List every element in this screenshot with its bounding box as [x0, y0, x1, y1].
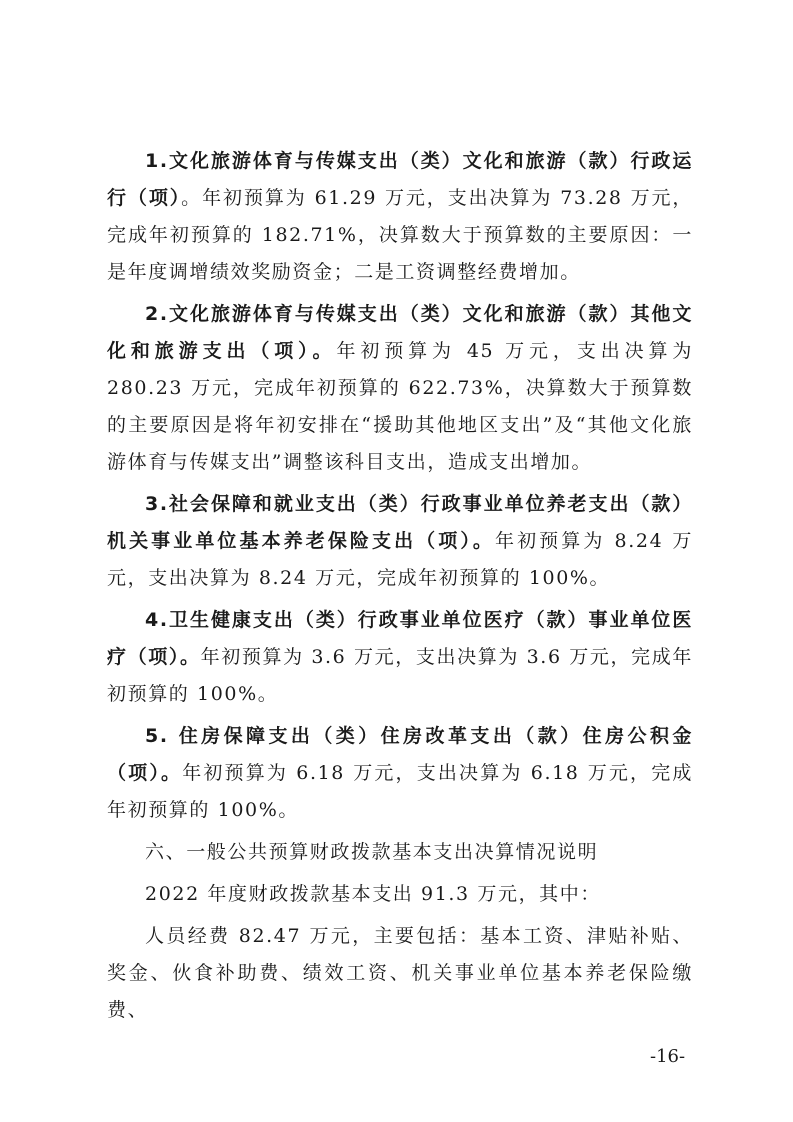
item-title: 4.卫生健康支出（类）行政事业单位医疗（款）事业单位医疗（项）。 — [107, 609, 693, 668]
item-title: 3.社会保障和就业支出（类）行政事业单位养老支出（款）机关事业单位基本养老保险支出（项）。 — [107, 493, 693, 552]
paragraph-item-2 — [107, 296, 693, 481]
item-title: 2.文化旅游体育与传媒支出（类）文化和旅游（款）其他文化和旅游支出（项）。 — [107, 303, 693, 362]
page-number: -16- — [650, 1046, 686, 1067]
item-text: 年初预算为 8.24 万元，支出决算为 8.24 万元，完成年初预算的 100%。 — [107, 530, 693, 589]
paragraph-item-4 — [107, 602, 693, 713]
item-title: 5. 住房保障支出（类）住房改革支出（款）住房公积金（项）。 — [107, 725, 693, 784]
item-title: 1.文化旅游体育与传媒支出（类）文化和旅游（款）行政运行（项） — [107, 150, 693, 209]
paragraph-item-3 — [107, 486, 693, 597]
body-text — [107, 143, 693, 1034]
summary-paragraph: 2022 年度财政拨款基本支出 91.3 万元，其中： — [145, 883, 601, 905]
paragraph-item-1 — [107, 143, 693, 291]
paragraph-item-5 — [107, 718, 693, 829]
personnel-paragraph: 人员经费 82.47 万元，主要包括：基本工资、津贴补贴、奖金、伙食补助费、绩效工资、机关事业单位基本养老保险缴费、 — [107, 925, 693, 1021]
section-heading: 六、一般公共预算财政拨款基本支出决算情况说明 — [145, 841, 599, 863]
item-text: 。年初预算为 61.29 万元，支出决算为 73.28 万元，完成年初预算的 182.71%，决算数大于预算数的主要原因：一是年度调增绩效奖励资金；二是工资调整经费增加。 — [107, 187, 694, 283]
item-text: 年初预算为 45 万元，支出决算为 280.23 万元，完成年初预算的 622.73%，决算数大于预算数的主要原因是将年初安排在“援助其他地区支出”及“其他文化旅游体育与传媒支出”调整该科目支出，造成支出增加。 — [107, 340, 693, 473]
item-text: 年初预算为 3.6 万元，支出决算为 3.6 万元，完成年初预算的 100%。 — [107, 646, 693, 705]
item-text: 年初预算为 6.18 万元，支出决算为 6.18 万元，完成年初预算的 100%。 — [107, 762, 693, 821]
